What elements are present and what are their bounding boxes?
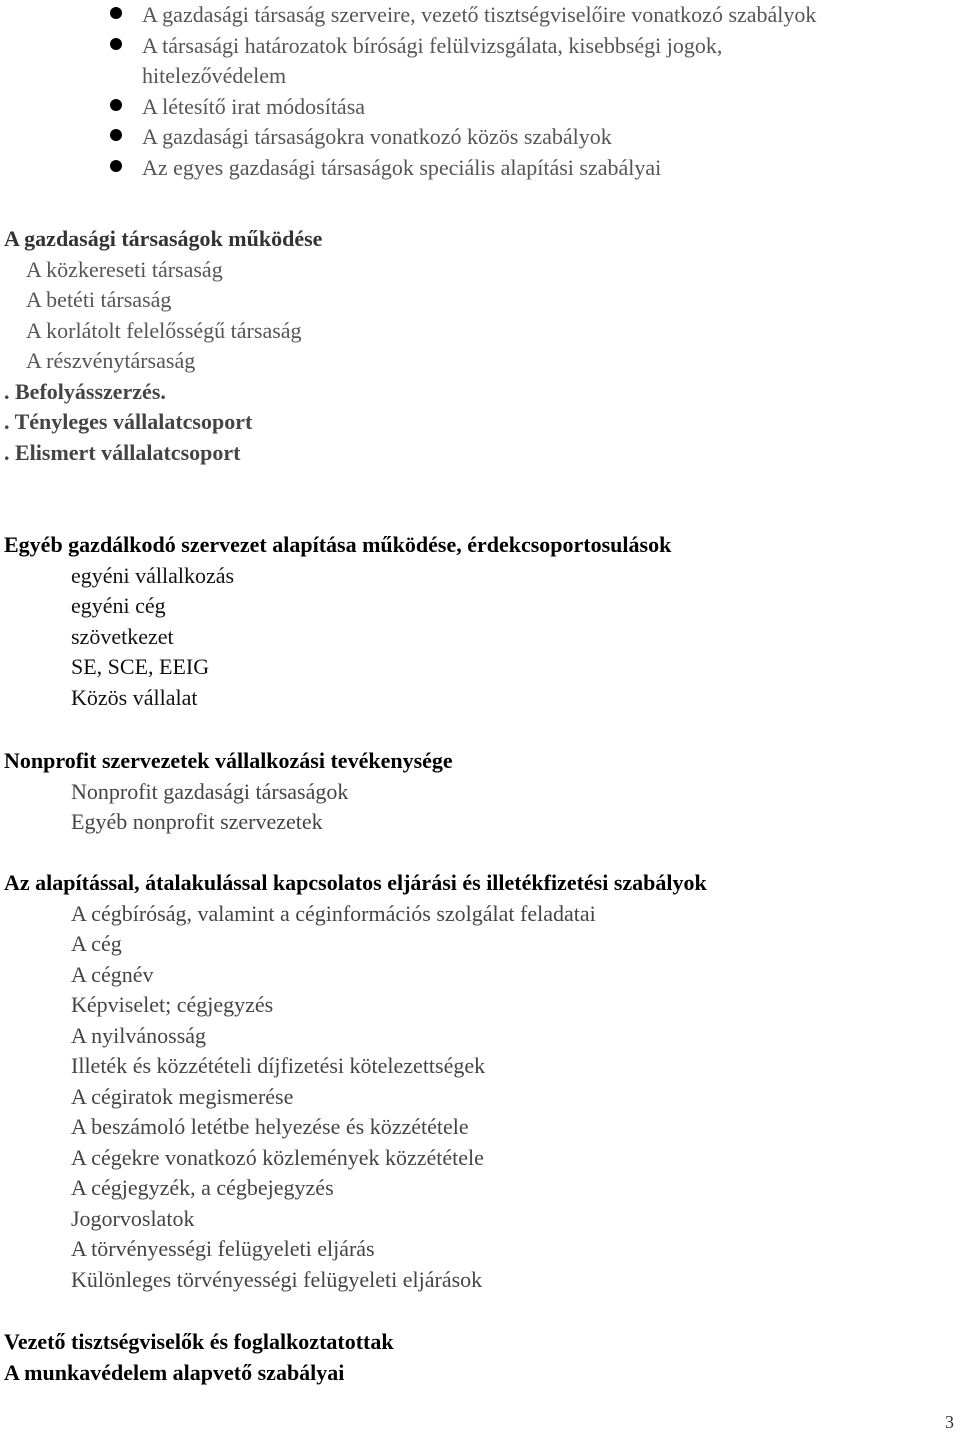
bullet-item	[0, 0, 960, 31]
section-heading: A gazdasági társaságok működése	[4, 226, 323, 251]
list-item: A nyilvánosság	[71, 1022, 207, 1048]
bullet-item	[0, 31, 960, 92]
list-item: A betéti társaság	[26, 287, 172, 312]
list-item: Egyéb nonprofit szervezetek	[71, 809, 323, 834]
bullet-text: A gazdasági társaság szerveire, vezető tisztségviselőire vonatkozó szabályok	[142, 2, 817, 27]
list-item: egyéni cég	[71, 593, 166, 618]
list-item: Közös vállalat	[71, 684, 198, 710]
list-item: A cégbíróság, valamint a céginformációs szolgálat feladatai	[71, 900, 596, 926]
list-item: Nonprofit gazdasági társaságok	[71, 778, 349, 804]
page-number: 3	[945, 1412, 954, 1432]
bullet-text: Az egyes gazdasági társaságok speciális alapítási szabályai	[142, 154, 662, 180]
section-officers	[4, 1327, 960, 1388]
bullet-text-continuation: hitelezővédelem	[142, 63, 287, 88]
list-item: A cégjegyzék, a cégbejegyzés	[71, 1175, 334, 1200]
section-heading: Nonprofit szervezetek vállalkozási tevékenysége	[4, 748, 453, 773]
bullet-text: A társasági határozatok bírósági felülvizsgálata, kisebbségi jogok,	[142, 32, 723, 58]
list-item: A közkereseti társaság	[26, 256, 223, 282]
list-item: A cégekre vonatkozó közlemények közzététele	[71, 1144, 484, 1170]
bullet-item	[0, 153, 960, 184]
bullet-item	[0, 92, 960, 123]
section-heading: Vezető tisztségviselők és foglalkoztatottak	[4, 1329, 394, 1354]
bullet-text: A létesítő irat módosítása	[142, 93, 366, 119]
list-item: A részvénytársaság	[26, 348, 196, 373]
section-other-organizations	[4, 530, 960, 713]
list-item: . Befolyásszerzés.	[4, 378, 166, 404]
list-item: Jogorvoslatok	[71, 1205, 195, 1231]
section-procedures	[4, 868, 960, 1295]
bullet-dot-icon	[110, 160, 122, 172]
list-item: . Tényleges vállalatcsoport	[4, 409, 253, 434]
list-item: A beszámoló letétbe helyezése és közzététele	[71, 1114, 469, 1139]
section-heading: Egyéb gazdálkodó szervezet alapítása működése, érdekcsoportosulások	[4, 532, 672, 557]
list-item: A cégnév	[71, 961, 154, 987]
section-nonprofit	[4, 746, 960, 838]
list-item: A törvényességi felügyeleti eljárás	[71, 1236, 375, 1261]
bullet-dot-icon	[110, 99, 122, 111]
bullet-dot-icon	[110, 129, 122, 141]
list-item: A korlátolt felelősségű társaság	[26, 317, 302, 343]
bullet-dot-icon	[110, 38, 122, 50]
bullet-list	[0, 0, 960, 183]
list-item: SE, SCE, EEIG	[71, 654, 210, 679]
list-item: . Elismert vállalatcsoport	[4, 439, 241, 465]
section-heading: A munkavédelem alapvető szabályai	[4, 1359, 345, 1385]
section-heading: Az alapítással, átalakulással kapcsolatos eljárási és illetékfizetési szabályok	[4, 870, 707, 895]
list-item: A cégiratok megismerése	[71, 1083, 294, 1109]
list-item: A cég	[71, 931, 122, 956]
bullet-dot-icon	[110, 7, 122, 19]
list-item: Illeték és közzétételi díjfizetési kötelezettségek	[71, 1053, 486, 1078]
list-item: egyéni vállalkozás	[71, 562, 235, 588]
list-item: szövetkezet	[71, 623, 174, 649]
bullet-text: A gazdasági társaságokra vonatkozó közös szabályok	[142, 124, 612, 149]
list-item: Képviselet; cégjegyzés	[71, 992, 274, 1017]
section-operation	[4, 224, 960, 468]
bullet-item	[0, 122, 960, 153]
list-item: Különleges törvényességi felügyeleti eljárások	[71, 1266, 483, 1292]
